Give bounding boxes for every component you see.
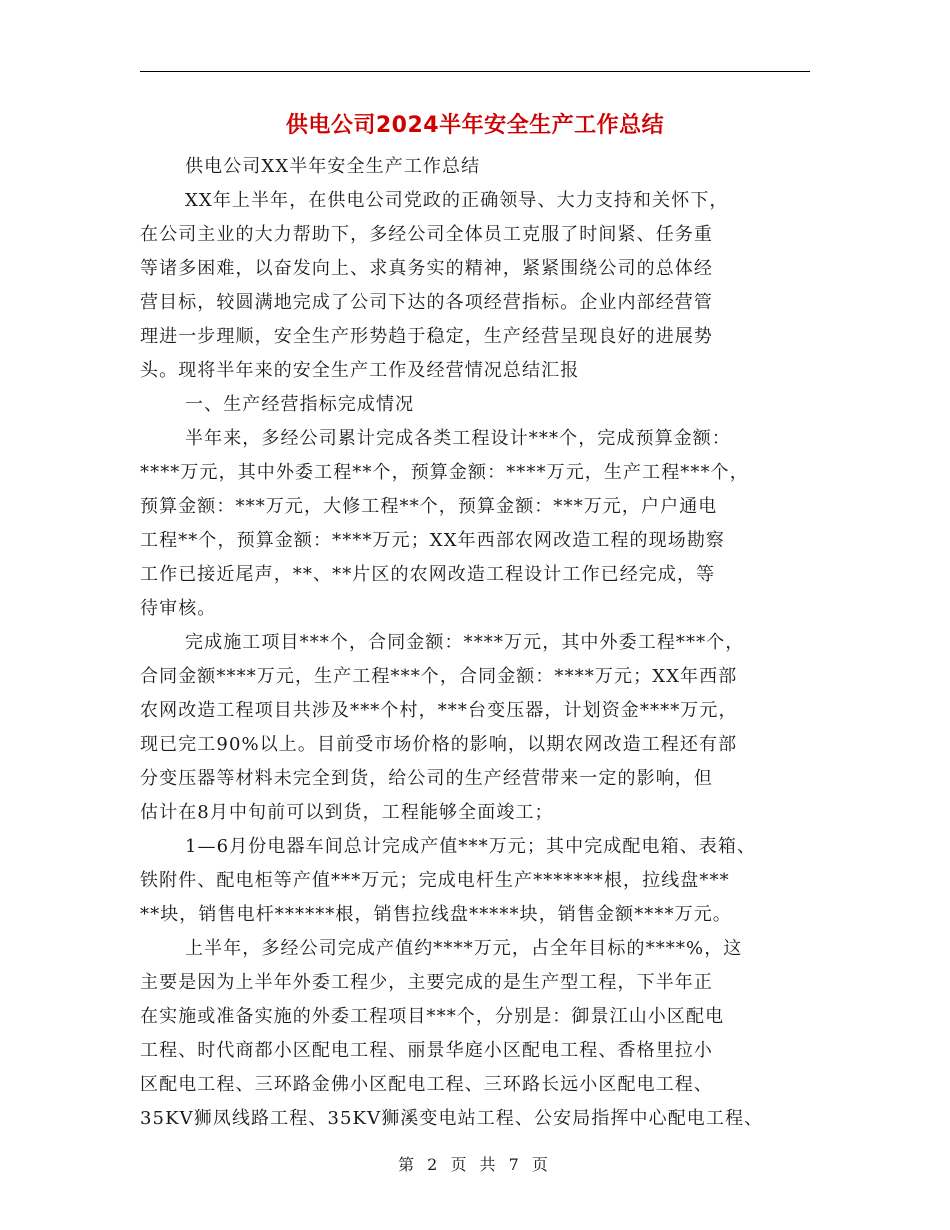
page-footer: 第 2 页 共 7 页: [398, 1155, 552, 1174]
header-rule: [140, 71, 810, 72]
text-line: 1—6月份电器车间总计完成产值***万元；其中完成配电箱、表箱、: [185, 836, 757, 857]
text-line: 区配电工程、三环路金佛小区配电工程、三环路长远小区配电工程、: [140, 1074, 713, 1095]
text-line: 半年来，多经公司累计完成各类工程设计***个，完成预算金额：: [185, 428, 731, 449]
text-line: 在实施或准备实施的外委工程项目***个，分别是：御景江山小区配电: [140, 1006, 725, 1027]
text-line: 在公司主业的大力帮助下，多经公司全体员工克服了时间紧、任务重: [140, 224, 713, 245]
text-line: 预算金额：***万元，大修工程**个，预算金额：***万元，户户通电: [140, 496, 718, 517]
text-line: 估计在8月中旬前可以到货，工程能够全面竣工；: [140, 802, 554, 823]
text-line: 工程**个，预算金额：****万元；XX年西部农网改造工程的现场勘察: [140, 530, 726, 551]
text-line: 35KV狮凤线路工程、35KV狮溪变电站工程、公安局指挥中心配电工程、: [140, 1108, 764, 1129]
text-line: 合同金额****万元，生产工程***个，合同金额：****万元；XX年西部: [140, 666, 738, 687]
text-line: 工作已接近尾声，**、**片区的农网改造工程设计工作已经完成，等: [140, 564, 716, 585]
text-line: 上半年，多经公司完成产值约****万元，占全年目标的****%，这: [185, 938, 743, 959]
text-line: 营目标，较圆满地完成了公司下达的各项经营指标。企业内部经营管: [140, 292, 713, 313]
section-heading: 一、生产经营指标完成情况: [185, 394, 415, 415]
text-line: 头。现将半年来的安全生产工作及经营情况总结汇报: [140, 360, 580, 381]
document-body: [140, 150, 830, 1136]
text-line: 待审核。: [140, 598, 217, 619]
text-line: **块，销售电杆******根，销售拉线盘*****块，销售金额****万元。: [140, 904, 732, 925]
text-line: 现已完工90%以上。目前受市场价格的影响，以期农网改造工程还有部: [140, 734, 738, 755]
text-line: ****万元，其中外委工程**个，预算金额：****万元，生产工程***个，: [140, 462, 749, 483]
document-title: 供电公司2024半年安全生产工作总结: [285, 113, 665, 138]
text-line: 等诸多困难，以奋发向上、求真务实的精神，紧紧围绕公司的总体经: [140, 258, 713, 279]
text-line: 理进一步理顺，安全生产形势趋于稳定，生产经营呈现良好的进展势: [140, 326, 713, 347]
text-line: XX年上半年，在供电公司党政的正确领导、大力支持和关怀下，: [185, 190, 729, 211]
text-line: 铁附件、配电柜等产值***万元；完成电杆生产*******根，拉线盘***: [140, 870, 730, 891]
subtitle-line: 供电公司XX半年安全生产工作总结: [185, 156, 481, 177]
text-line: 工程、时代商都小区配电工程、丽景华庭小区配电工程、香格里拉小: [140, 1040, 713, 1061]
text-line: 农网改造工程项目共涉及***个村，***台变压器，计划资金****万元，: [140, 700, 738, 721]
text-line: 主要是因为上半年外委工程少，主要完成的是生产型工程，下半年正: [140, 972, 713, 993]
text-line: 完成施工项目***个，合同金额：****万元，其中外委工程***个，: [185, 632, 745, 653]
text-line: 分变压器等材料未完全到货，给公司的生产经营带来一定的影响，但: [140, 768, 713, 789]
